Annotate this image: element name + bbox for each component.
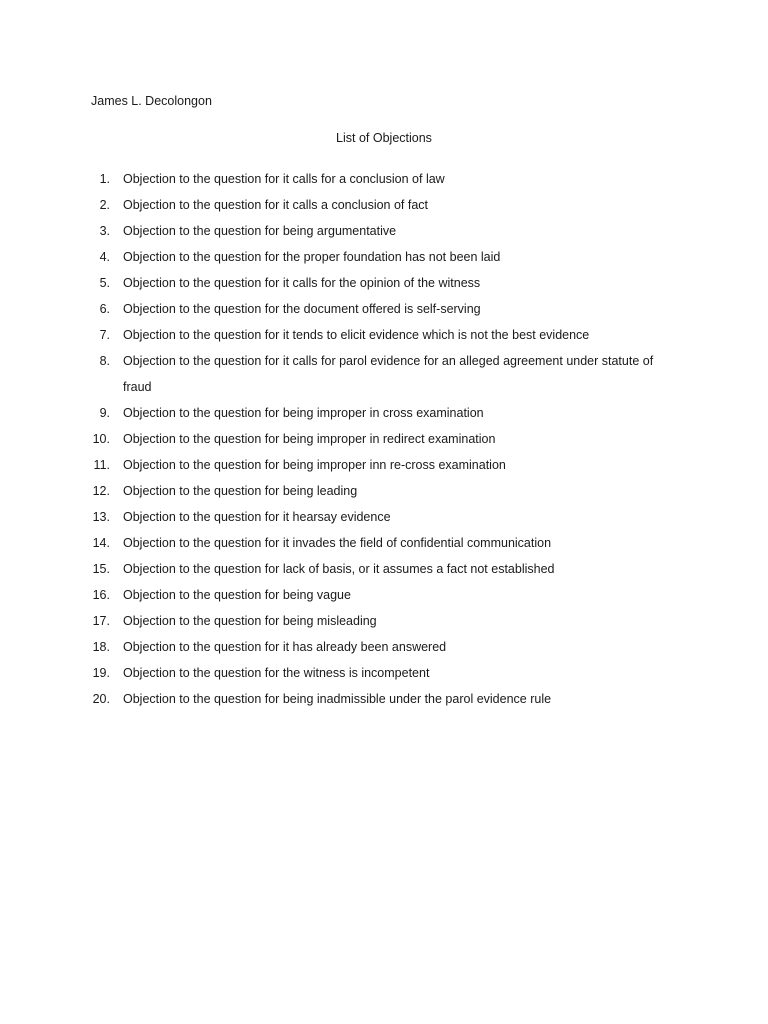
list-item [0, 166, 768, 192]
item-text: Objection to the question for being misleading [123, 614, 377, 628]
list-item [0, 530, 768, 556]
item-number: 6. [99, 302, 110, 316]
author-name: James L. Decolongon [91, 94, 212, 108]
item-number: 3. [99, 224, 110, 238]
item-text: Objection to the question for being argumentative [123, 224, 397, 238]
item-text: Objection to the question for it calls for the opinion of the witness [123, 276, 481, 290]
list-item [0, 244, 768, 270]
item-number: 15. [92, 562, 110, 576]
list-item [0, 452, 768, 478]
item-text: Objection to the question for being leading [123, 484, 358, 498]
item-text: Objection to the question for being vague [123, 588, 351, 602]
item-number: 10. [92, 432, 110, 446]
list-item [0, 322, 768, 348]
item-number: 19. [92, 666, 110, 680]
item-text: Objection to the question for lack of basis, or it assumes a fact not established [123, 562, 555, 576]
item-number: 12. [92, 484, 110, 498]
list-item [0, 192, 768, 218]
item-number: 14. [92, 536, 110, 550]
list-item [0, 218, 768, 244]
list-item [0, 478, 768, 504]
item-text: Objection to the question for it invades the field of confidential communication [123, 536, 552, 550]
item-text: Objection to the question for it calls a conclusion of fact [123, 198, 429, 212]
list-item [0, 686, 768, 712]
item-number: 5. [99, 276, 110, 290]
item-number: 4. [99, 250, 110, 264]
list-item [0, 582, 768, 608]
item-number: 7. [99, 328, 110, 342]
item-number: 18. [92, 640, 110, 654]
list-item [0, 296, 768, 322]
item-number: 16. [92, 588, 110, 602]
objection-list [0, 166, 768, 712]
list-item [0, 426, 768, 452]
item-text: Objection to the question for the document offered is self-serving [123, 302, 481, 316]
list-item [0, 270, 768, 296]
item-number: 2. [99, 198, 110, 212]
list-item [0, 608, 768, 634]
item-text: Objection to the question for the witness is incompetent [123, 666, 430, 680]
list-item [0, 660, 768, 686]
item-number: 20. [92, 692, 110, 706]
item-text: Objection to the question for being inadmissible under the parol evidence rule [123, 692, 552, 706]
list-item [0, 348, 768, 400]
item-number: 9. [99, 406, 110, 420]
list-item [0, 634, 768, 660]
item-text: Objection to the question for it tends to elicit evidence which is not the best evidence [123, 328, 590, 342]
item-text: Objection to the question for the proper foundation has not been laid [123, 250, 501, 264]
item-text: Objection to the question for being improper inn re-cross examination [123, 458, 506, 472]
item-text: Objection to the question for being improper in cross examination [123, 406, 484, 420]
item-number: 17. [92, 614, 110, 628]
item-number: 11. [93, 458, 110, 472]
item-text: Objection to the question for it calls for a conclusion of law [123, 172, 445, 186]
document-title: List of Objections [336, 131, 432, 145]
item-number: 8. [99, 354, 110, 368]
item-text: Objection to the question for it calls for parol evidence for an alleged agreement under statute of fraud [123, 354, 654, 394]
item-number: 13. [92, 510, 110, 524]
item-text: Objection to the question for it hearsay evidence [123, 510, 391, 524]
item-number: 1. [99, 172, 110, 186]
list-item [0, 556, 768, 582]
item-text: Objection to the question for it has already been answered [123, 640, 447, 654]
item-text: Objection to the question for being improper in redirect examination [123, 432, 496, 446]
list-item [0, 400, 768, 426]
list-item [0, 504, 768, 530]
